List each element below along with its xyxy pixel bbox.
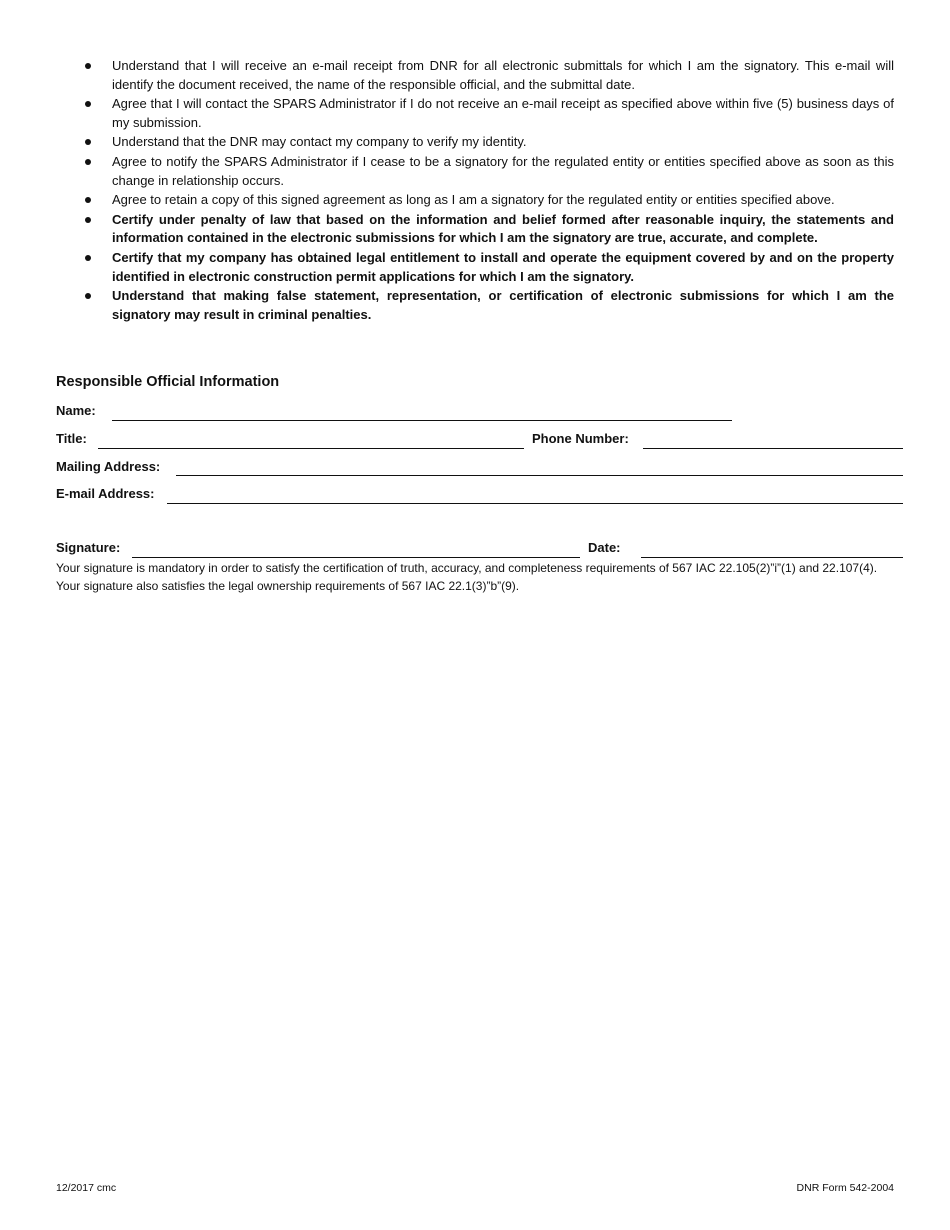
bullet-certify-entitlement: Certify that my company has obtained legal entitlement to install and operate the equipment covered by and on the property identified in electronic construction permit applications for which I am the signatory.	[84, 249, 894, 286]
name-field[interactable]	[112, 420, 732, 421]
name-label: Name:	[56, 403, 96, 418]
mailing-address-label: Mailing Address:	[56, 459, 161, 474]
bullet-email-receipt: Understand that I will receive an e-mail receipt from DNR for all electronic submittals for which I am the signatory. This e-mail will identify the document received, the name of the responsible official, and the submittal date.	[84, 57, 894, 94]
email-address-field[interactable]	[167, 503, 903, 504]
signature-note: Your signature is mandatory in order to satisfy the certification of truth, accuracy, and completeness requirements of 567 IAC 22.105(2)”i”(1) and 22.107(4). Your signature also satisfies the legal ownership requirements of 567 IAC 22.1(3)”b”(9).	[56, 561, 878, 593]
section-title: Responsible Official Information	[56, 374, 280, 390]
date-field[interactable]	[641, 557, 903, 558]
email-address-label: E-mail Address:	[56, 486, 155, 501]
bullet-notify-admin: Agree to notify the SPARS Administrator if I cease to be a signatory for the regulated entity or entities specified above as soon as this change in relationship occurs.	[84, 153, 894, 190]
bullet-contact-admin: Agree that I will contact the SPARS Administrator if I do not receive an e-mail receipt as specified above within five (5) business days of my submission.	[84, 95, 894, 132]
title-label: Title:	[56, 431, 87, 446]
certification-list	[84, 57, 894, 325]
signature-field[interactable]	[132, 557, 580, 558]
date-label: Date:	[588, 540, 621, 555]
title-field[interactable]	[98, 448, 524, 449]
bullet-certify-penalty: Certify under penalty of law that based on the information and belief formed after reasonable inquiry, the statements and information contained in the electronic submissions for which I am the signatory are true, accurate, and complete.	[84, 211, 894, 248]
footer-revision-date: 12/2017 cmc	[56, 1182, 117, 1194]
phone-field[interactable]	[643, 448, 903, 449]
signature-label: Signature:	[56, 540, 121, 555]
bullet-retain-copy: Agree to retain a copy of this signed agreement as long as I am a signatory for the regulated entity or entities specified above.	[84, 191, 894, 210]
mailing-address-field[interactable]	[176, 475, 903, 476]
bullet-false-statement: Understand that making false statement, representation, or certification of electronic submissions for which I am the signatory may result in criminal penalties.	[84, 287, 894, 324]
bullet-verify-identity: Understand that the DNR may contact my company to verify my identity.	[84, 133, 894, 152]
footer-form-number: DNR Form 542-2004	[796, 1182, 894, 1194]
phone-label: Phone Number:	[532, 431, 629, 446]
